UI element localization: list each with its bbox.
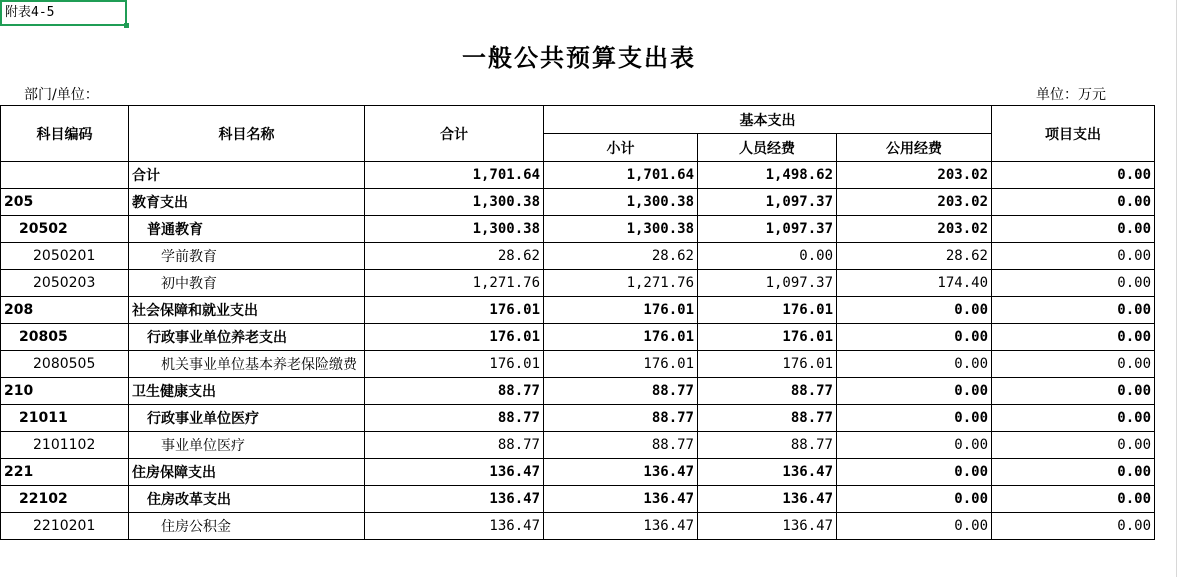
cell-public[interactable]: 0.00: [837, 432, 992, 459]
cell-total[interactable]: 136.47: [365, 513, 544, 540]
cell-name[interactable]: 机关事业单位基本养老保险缴费: [129, 351, 365, 378]
cell-total[interactable]: 1,300.38: [365, 189, 544, 216]
cell-code[interactable]: 208: [1, 297, 129, 324]
cell-personnel[interactable]: 1,097.37: [698, 189, 837, 216]
cell-personnel[interactable]: 176.01: [698, 324, 837, 351]
table-row[interactable]: [1, 297, 1155, 324]
table-row[interactable]: [1, 459, 1155, 486]
cell-total[interactable]: 88.77: [365, 405, 544, 432]
cell-personnel[interactable]: 88.77: [698, 378, 837, 405]
table-row[interactable]: [1, 432, 1155, 459]
cell-subtotal[interactable]: 176.01: [544, 324, 698, 351]
cell-name[interactable]: 社会保障和就业支出: [129, 297, 365, 324]
cell-name[interactable]: 行政事业单位医疗: [129, 405, 365, 432]
cell-subtotal[interactable]: 1,701.64: [544, 162, 698, 189]
table-row[interactable]: [1, 324, 1155, 351]
cell-total[interactable]: 88.77: [365, 432, 544, 459]
cell-public[interactable]: 203.02: [837, 189, 992, 216]
cell-name[interactable]: 住房保障支出: [129, 459, 365, 486]
cell-subtotal[interactable]: 88.77: [544, 378, 698, 405]
cell-public[interactable]: 28.62: [837, 243, 992, 270]
cell-total[interactable]: 176.01: [365, 324, 544, 351]
table-row[interactable]: [1, 189, 1155, 216]
cell-subtotal[interactable]: 136.47: [544, 486, 698, 513]
cell-total[interactable]: 1,701.64: [365, 162, 544, 189]
header-public[interactable]: 公用经费: [837, 134, 992, 162]
cell-name[interactable]: 事业单位医疗: [129, 432, 365, 459]
cell-code[interactable]: 22102: [1, 486, 129, 513]
cell-project[interactable]: 0.00: [992, 432, 1155, 459]
cell-project[interactable]: 0.00: [992, 243, 1155, 270]
cell-project[interactable]: 0.00: [992, 324, 1155, 351]
active-cell-reference[interactable]: 附表4-5: [0, 0, 127, 26]
header-personnel[interactable]: 人员经费: [698, 134, 837, 162]
cell-total[interactable]: 136.47: [365, 486, 544, 513]
cell-personnel[interactable]: 88.77: [698, 405, 837, 432]
cell-total[interactable]: 176.01: [365, 297, 544, 324]
cell-project[interactable]: 0.00: [992, 162, 1155, 189]
cell-total[interactable]: 176.01: [365, 351, 544, 378]
cell-public[interactable]: 0.00: [837, 486, 992, 513]
header-name[interactable]: 科目名称: [129, 106, 365, 162]
cell-code[interactable]: 21011: [1, 405, 129, 432]
cell-public[interactable]: 0.00: [837, 297, 992, 324]
cell-subtotal[interactable]: 88.77: [544, 405, 698, 432]
cell-personnel[interactable]: 1,097.37: [698, 216, 837, 243]
cell-personnel[interactable]: 0.00: [698, 243, 837, 270]
table-row[interactable]: [1, 216, 1155, 243]
cell-public[interactable]: 0.00: [837, 378, 992, 405]
cell-total[interactable]: 88.77: [365, 378, 544, 405]
budget-table: [0, 105, 1155, 540]
header-total[interactable]: 合计: [365, 106, 544, 162]
department-label: 部门/单位：: [24, 87, 99, 103]
cell-project[interactable]: 0.00: [992, 270, 1155, 297]
cell-total[interactable]: 1,271.76: [365, 270, 544, 297]
table-row[interactable]: [1, 270, 1155, 297]
cell-name[interactable]: 学前教育: [129, 243, 365, 270]
cell-code[interactable]: 210: [1, 378, 129, 405]
cell-personnel[interactable]: 136.47: [698, 459, 837, 486]
cell-subtotal[interactable]: 28.62: [544, 243, 698, 270]
cell-code[interactable]: 20805: [1, 324, 129, 351]
cell-code[interactable]: [1, 162, 129, 189]
cell-public[interactable]: 174.40: [837, 270, 992, 297]
cell-personnel[interactable]: 176.01: [698, 351, 837, 378]
cell-public[interactable]: 203.02: [837, 162, 992, 189]
table-row[interactable]: [1, 405, 1155, 432]
cell-total[interactable]: 136.47: [365, 459, 544, 486]
cell-name[interactable]: 教育支出: [129, 189, 365, 216]
cell-name[interactable]: 合计: [129, 162, 365, 189]
cell-project[interactable]: 0.00: [992, 189, 1155, 216]
cell-subtotal[interactable]: 176.01: [544, 351, 698, 378]
cell-project[interactable]: 0.00: [992, 459, 1155, 486]
cell-public[interactable]: 0.00: [837, 405, 992, 432]
cell-project[interactable]: 0.00: [992, 486, 1155, 513]
page-title: 一般公共预算支出表: [462, 43, 696, 72]
cell-name[interactable]: 卫生健康支出: [129, 378, 365, 405]
cell-name[interactable]: 住房改革支出: [129, 486, 365, 513]
cell-subtotal[interactable]: 1,300.38: [544, 216, 698, 243]
cell-personnel[interactable]: 1,498.62: [698, 162, 837, 189]
cell-personnel[interactable]: 136.47: [698, 513, 837, 540]
table-row[interactable]: [1, 513, 1155, 540]
header-subtotal[interactable]: 小计: [544, 134, 698, 162]
cell-personnel[interactable]: 176.01: [698, 297, 837, 324]
cell-subtotal[interactable]: 1,300.38: [544, 189, 698, 216]
header-project[interactable]: 项目支出: [992, 106, 1155, 162]
cell-name[interactable]: 住房公积金: [129, 513, 365, 540]
cell-project[interactable]: 0.00: [992, 378, 1155, 405]
table-row[interactable]: [1, 351, 1155, 378]
unit-label: 单位：万元: [1036, 87, 1106, 103]
cell-subtotal[interactable]: 136.47: [544, 459, 698, 486]
cell-project[interactable]: 0.00: [992, 513, 1155, 540]
cell-public[interactable]: 0.00: [837, 513, 992, 540]
cell-total[interactable]: 1,300.38: [365, 216, 544, 243]
table-body: [1, 162, 1155, 540]
cell-code[interactable]: 20502: [1, 216, 129, 243]
cell-code[interactable]: 2050201: [1, 243, 129, 270]
cell-total[interactable]: 28.62: [365, 243, 544, 270]
cell-project[interactable]: 0.00: [992, 351, 1155, 378]
cell-code[interactable]: 2050203: [1, 270, 129, 297]
cell-public[interactable]: 0.00: [837, 324, 992, 351]
cell-code[interactable]: 205: [1, 189, 129, 216]
table-row[interactable]: [1, 378, 1155, 405]
cell-personnel[interactable]: 136.47: [698, 486, 837, 513]
cell-subtotal[interactable]: 136.47: [544, 513, 698, 540]
cell-subtotal[interactable]: 1,271.76: [544, 270, 698, 297]
cell-project[interactable]: 0.00: [992, 405, 1155, 432]
cell-public[interactable]: 0.00: [837, 351, 992, 378]
sheet-edge: [1176, 0, 1177, 577]
header-basic[interactable]: 基本支出: [544, 106, 992, 134]
header-code[interactable]: 科目编码: [1, 106, 129, 162]
cell-code[interactable]: 2101102: [1, 432, 129, 459]
table-row[interactable]: [1, 243, 1155, 270]
cell-public[interactable]: 0.00: [837, 459, 992, 486]
table-row[interactable]: [1, 486, 1155, 513]
cell-subtotal[interactable]: 88.77: [544, 432, 698, 459]
cell-code[interactable]: 2080505: [1, 351, 129, 378]
cell-name[interactable]: 初中教育: [129, 270, 365, 297]
cell-code[interactable]: 2210201: [1, 513, 129, 540]
cell-project[interactable]: 0.00: [992, 216, 1155, 243]
cell-personnel[interactable]: 1,097.37: [698, 270, 837, 297]
cell-name[interactable]: 行政事业单位养老支出: [129, 324, 365, 351]
cell-subtotal[interactable]: 176.01: [544, 297, 698, 324]
cell-project[interactable]: 0.00: [992, 297, 1155, 324]
table-row[interactable]: [1, 162, 1155, 189]
cell-code[interactable]: 221: [1, 459, 129, 486]
cell-public[interactable]: 203.02: [837, 216, 992, 243]
cell-personnel[interactable]: 88.77: [698, 432, 837, 459]
cell-name[interactable]: 普通教育: [129, 216, 365, 243]
